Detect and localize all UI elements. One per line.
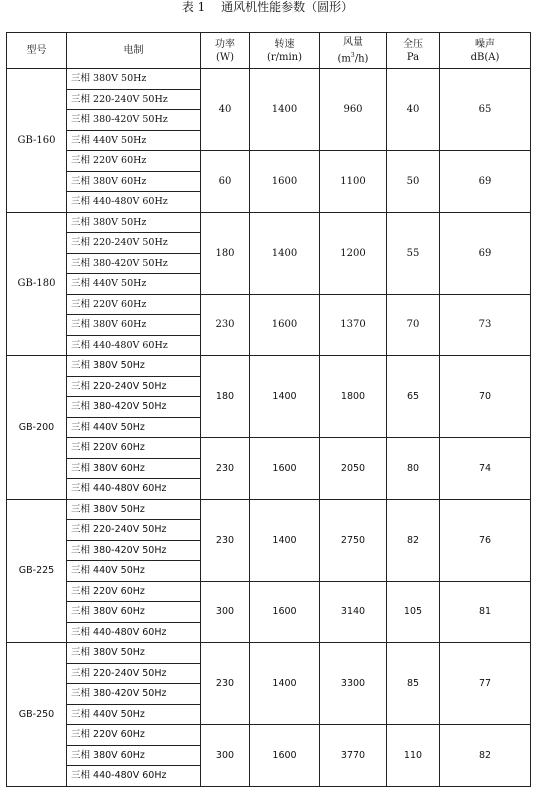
table-number: 表 1 [181, 0, 206, 14]
header-speed: 转速 (r/min) [250, 33, 320, 69]
electrical-cell: 三相 380V 50Hz [67, 643, 201, 664]
electrical-cell: 三相 440V 50Hz [67, 561, 201, 582]
electrical-cell: 三相 440V 50Hz [67, 417, 201, 438]
electrical-cell: 三相 220V 60Hz [67, 294, 201, 315]
noise-cell: 81 [440, 581, 531, 643]
table-row [7, 499, 531, 520]
table-row [7, 294, 531, 315]
electrical-cell: 三相 440-480V 60Hz [67, 622, 201, 643]
noise-cell: 70 [440, 356, 531, 438]
electrical-cell: 三相 380V 60Hz [67, 602, 201, 623]
electrical-cell: 三相 220-240V 50Hz [67, 376, 201, 397]
flow-cell: 1800 [320, 356, 387, 438]
table-row [7, 151, 531, 172]
noise-cell: 76 [440, 499, 531, 581]
noise-cell: 82 [440, 725, 531, 787]
electrical-cell: 三相 220V 60Hz [67, 725, 201, 746]
pressure-cell: 55 [387, 212, 440, 294]
pressure-cell: 65 [387, 356, 440, 438]
power-cell: 40 [201, 69, 250, 151]
noise-cell: 69 [440, 212, 531, 294]
model-cell: GB-225 [7, 499, 67, 643]
flow-cell: 2050 [320, 438, 387, 500]
header-pressure: 全压 Pa [387, 33, 440, 69]
pressure-cell: 105 [387, 581, 440, 643]
pressure-cell: 82 [387, 499, 440, 581]
power-cell: 230 [201, 643, 250, 725]
power-cell: 230 [201, 294, 250, 356]
table-row [7, 69, 531, 90]
table-title: 通风机性能参数（圆形） [221, 0, 354, 14]
model-cell: GB-200 [7, 356, 67, 500]
pressure-cell: 50 [387, 151, 440, 213]
table-row [7, 438, 531, 459]
electrical-cell: 三相 380V 50Hz [67, 212, 201, 233]
model-cell: GB-160 [7, 69, 67, 213]
noise-cell: 77 [440, 643, 531, 725]
flow-cell: 3300 [320, 643, 387, 725]
speed-cell: 1600 [250, 725, 320, 787]
header-model: 型号 [7, 33, 67, 69]
power-cell: 300 [201, 725, 250, 787]
table-row [7, 581, 531, 602]
electrical-cell: 三相 220V 60Hz [67, 438, 201, 459]
fan-performance-table [6, 32, 531, 787]
electrical-cell: 三相 380V 50Hz [67, 499, 201, 520]
table-body [7, 69, 531, 787]
pressure-cell: 80 [387, 438, 440, 500]
power-cell: 180 [201, 356, 250, 438]
speed-cell: 1400 [250, 69, 320, 151]
electrical-cell: 三相 220-240V 50Hz [67, 89, 201, 110]
header-row [7, 33, 531, 69]
electrical-cell: 三相 440V 50Hz [67, 274, 201, 295]
flow-cell: 1370 [320, 294, 387, 356]
electrical-cell: 三相 220-240V 50Hz [67, 233, 201, 254]
speed-cell: 1400 [250, 499, 320, 581]
electrical-cell: 三相 440-480V 60Hz [67, 192, 201, 213]
electrical-cell: 三相 440-480V 60Hz [67, 335, 201, 356]
model-cell: GB-250 [7, 643, 67, 787]
table-header [7, 33, 531, 69]
power-cell: 230 [201, 499, 250, 581]
header-electrical: 电制 [67, 33, 201, 69]
power-cell: 60 [201, 151, 250, 213]
electrical-cell: 三相 380V 50Hz [67, 356, 201, 377]
electrical-cell: 三相 220V 60Hz [67, 581, 201, 602]
electrical-cell: 三相 220-240V 50Hz [67, 663, 201, 684]
flow-cell: 3140 [320, 581, 387, 643]
flow-cell: 1100 [320, 151, 387, 213]
power-cell: 230 [201, 438, 250, 500]
electrical-cell: 三相 380-420V 50Hz [67, 540, 201, 561]
pressure-cell: 110 [387, 725, 440, 787]
power-cell: 180 [201, 212, 250, 294]
electrical-cell: 三相 380V 60Hz [67, 745, 201, 766]
electrical-cell: 三相 380V 50Hz [67, 69, 201, 90]
flow-cell: 3770 [320, 725, 387, 787]
table-row [7, 643, 531, 664]
pressure-cell: 85 [387, 643, 440, 725]
noise-cell: 73 [440, 294, 531, 356]
electrical-cell: 三相 380-420V 50Hz [67, 684, 201, 705]
noise-cell: 65 [440, 69, 531, 151]
electrical-cell: 三相 380V 60Hz [67, 315, 201, 336]
speed-cell: 1600 [250, 151, 320, 213]
power-cell: 300 [201, 581, 250, 643]
speed-cell: 1600 [250, 581, 320, 643]
electrical-cell: 三相 440-480V 60Hz [67, 479, 201, 500]
table-caption [0, 0, 535, 16]
speed-cell: 1400 [250, 356, 320, 438]
pressure-cell: 40 [387, 69, 440, 151]
electrical-cell: 三相 380V 60Hz [67, 171, 201, 192]
electrical-cell: 三相 220V 60Hz [67, 151, 201, 172]
electrical-cell: 三相 380-420V 50Hz [67, 397, 201, 418]
header-noise: 噪声 dB(A) [440, 33, 531, 69]
header-flow: 风量 $(m^3/h)$ [320, 33, 387, 69]
pressure-cell: 70 [387, 294, 440, 356]
table-row [7, 356, 531, 377]
electrical-cell: 三相 440-480V 60Hz [67, 766, 201, 787]
electrical-cell: 三相 380V 60Hz [67, 458, 201, 479]
noise-cell: 74 [440, 438, 531, 500]
table-row [7, 212, 531, 233]
electrical-cell: 三相 440V 50Hz [67, 704, 201, 725]
flow-cell: 960 [320, 69, 387, 151]
table-row [7, 725, 531, 746]
flow-cell: 2750 [320, 499, 387, 581]
noise-cell: 69 [440, 151, 531, 213]
header-power: 功率 (W) [201, 33, 250, 69]
speed-cell: 1400 [250, 643, 320, 725]
electrical-cell: 三相 380-420V 50Hz [67, 253, 201, 274]
flow-cell: 1200 [320, 212, 387, 294]
electrical-cell: 三相 380-420V 50Hz [67, 110, 201, 131]
model-cell: GB-180 [7, 212, 67, 356]
electrical-cell: 三相 440V 50Hz [67, 130, 201, 151]
speed-cell: 1600 [250, 438, 320, 500]
electrical-cell: 三相 220-240V 50Hz [67, 520, 201, 541]
speed-cell: 1400 [250, 212, 320, 294]
speed-cell: 1600 [250, 294, 320, 356]
